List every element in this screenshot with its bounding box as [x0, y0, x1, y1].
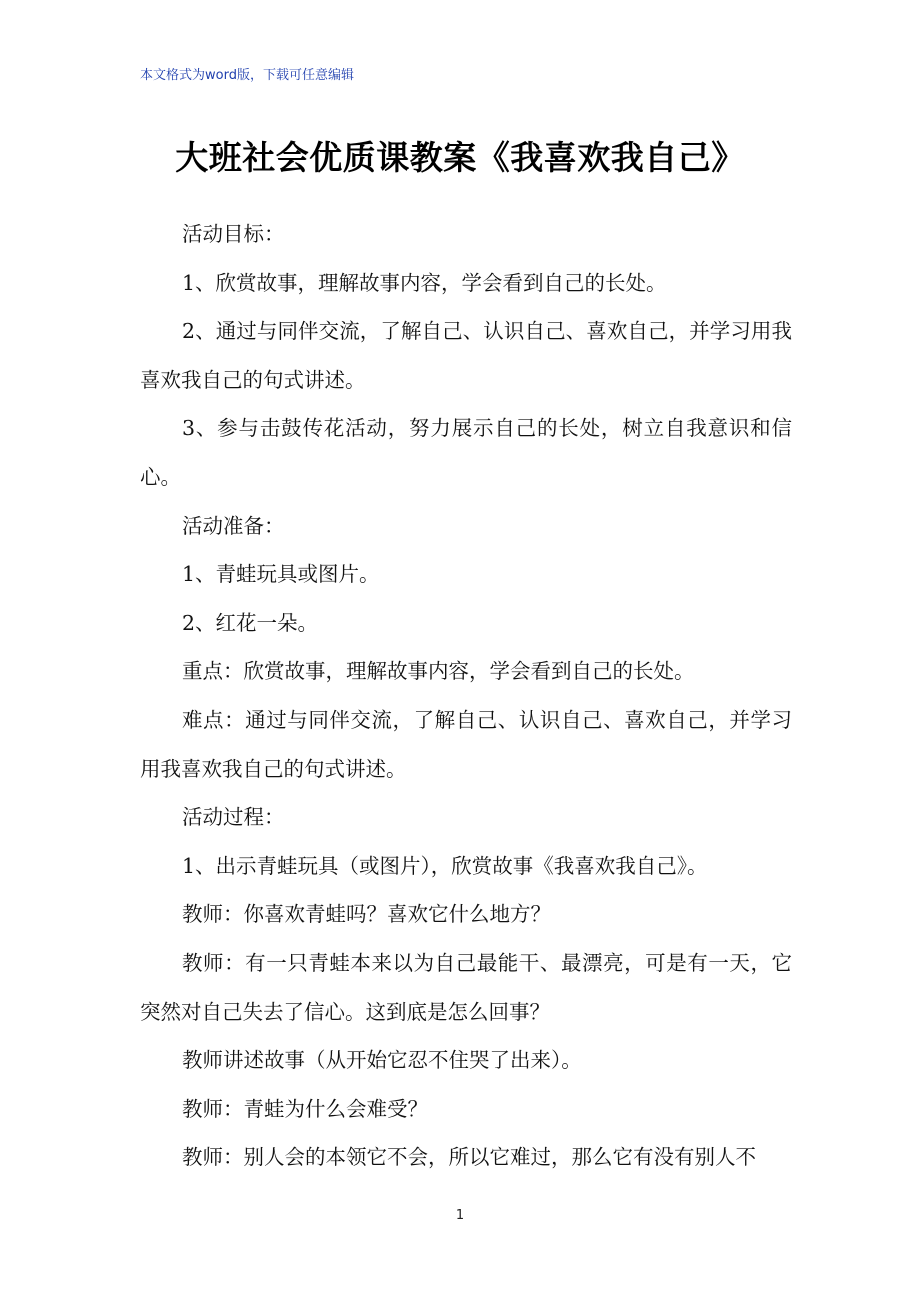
body-paragraph: 教师讲述故事（从开始它忍不住哭了出来）。: [182, 1048, 582, 1073]
body-paragraph: 2、红花一朵。: [182, 610, 319, 635]
body-paragraph: 活动过程：: [182, 805, 285, 830]
body-paragraph: 1、青蛙玩具或图片。: [182, 562, 380, 587]
body-paragraph: 1、欣赏故事，理解故事内容，学会看到自己的长处。: [182, 270, 667, 295]
page-number: 1: [455, 1208, 465, 1223]
body-paragraph: 3、参与击鼓传花活动，努力展示自己的长处，树立自我意识和信心。: [140, 416, 792, 489]
body-paragraph: 1、出示青蛙玩具（或图片），欣赏故事《我喜欢我自己》。: [182, 853, 708, 878]
body-paragraph: 难点：通过与同伴交流，了解自己、认识自己、喜欢自己，并学习用我喜欢我自己的句式讲述。: [140, 707, 792, 781]
body-paragraph: 教师：有一只青蛙本来以为自己最能干、最漂亮，可是有一天，它突然对自己失去了信心。这到底是怎么回事？: [140, 950, 792, 1024]
body-paragraph: 教师：你喜欢青蛙吗？喜欢它什么地方？: [182, 902, 551, 927]
body-paragraph: 教师：青蛙为什么会难受？: [182, 1096, 428, 1121]
document-header-note: 本文格式为word版，下载可任意编辑: [140, 68, 354, 83]
document-title: 大班社会优质课教案《我喜欢我自己》: [175, 138, 745, 177]
body-paragraph: 活动准备：: [182, 513, 285, 538]
body-paragraph: 重点：欣赏故事，理解故事内容，学会看到自己的长处。: [182, 659, 695, 684]
body-paragraph: 教师：别人会的本领它不会，所以它难过，那么它有没有别人不: [182, 1145, 756, 1170]
body-paragraph: 2、通过与同伴交流，了解自己、认识自己、喜欢自己，并学习用我喜欢我自己的句式讲述。: [140, 319, 792, 392]
body-paragraph: 活动目标：: [182, 222, 285, 246]
document-body: [140, 210, 792, 1182]
